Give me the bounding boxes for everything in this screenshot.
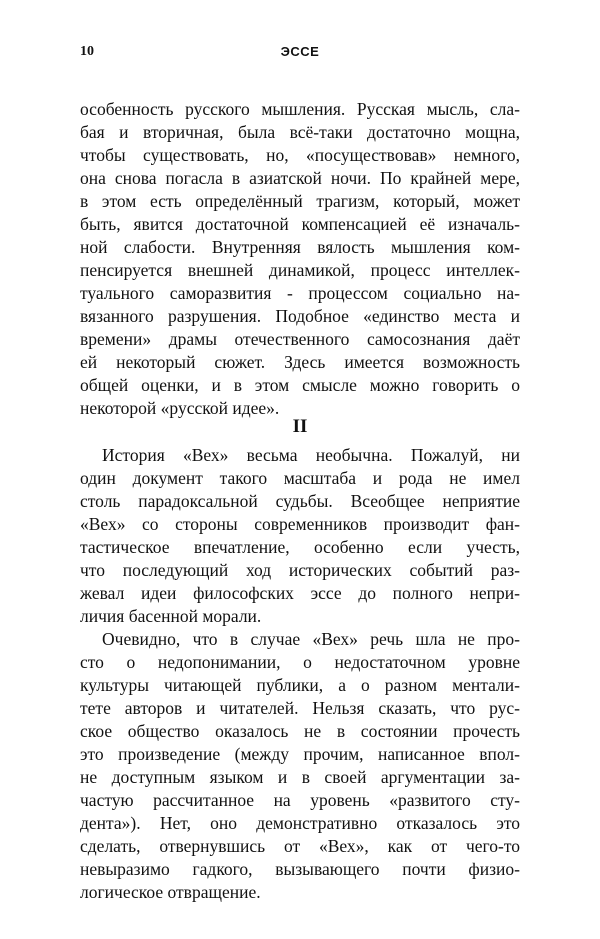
text-line: сделать, отвернувшись от «Вех», как от чего-то: [80, 836, 520, 856]
paragraph-3: [80, 628, 520, 904]
text-line: Очевидно, что в случае «Вех» речь шла не про-: [102, 629, 520, 649]
text-line: чтобы существовать, но, «посуществовав» немного,: [80, 145, 520, 165]
text-line: сто о недопонимании, о недостаточном уровне: [80, 652, 520, 672]
running-title: ЭССЕ: [280, 44, 320, 59]
text-line: один документ такого масштаба и рода не имел: [80, 468, 520, 488]
text-line: ей некоторый сюжет. Здесь имеется возможность: [80, 352, 520, 372]
text-line: «Вех» со стороны современников производит фан-: [80, 514, 520, 534]
text-line: она снова погасла в азиатской ночи. По крайней мере,: [80, 168, 520, 188]
text-line: вязанного разрушения. Подобное «единство места и: [80, 306, 520, 326]
page-header: [80, 44, 520, 64]
text-line: не доступным языком и в своей аргументации за-: [80, 767, 520, 787]
text-line: что последующий ход исторических событий раз-: [80, 560, 520, 580]
text-line: невыразимо гадкого, вызывающего почти физио-: [80, 859, 520, 879]
page-number: 10: [80, 44, 94, 59]
text-line: это произведение (между прочим, написанное впол-: [80, 744, 520, 764]
text-line: культуры читающей публики, а о разном ментали-: [80, 675, 520, 695]
section-heading: II: [292, 416, 308, 437]
paragraph-1: [80, 98, 520, 420]
text-line: столь парадоксальной судьбы. Всеобщее неприятие: [80, 491, 520, 511]
text-line: История «Вех» весьма необычна. Пожалуй, ни: [102, 445, 520, 465]
text-line: бая и вторичная, была всё-таки достаточно мощна,: [80, 122, 520, 142]
text-line: общей оценки, и в этом смысле можно говорить о: [80, 375, 520, 395]
text-line: быть, явится достаточной компенсацией её изначаль-: [80, 214, 520, 234]
text-line: времени» драмы отечественного самосознания даёт: [80, 329, 520, 349]
text-line: некоторой «русской идее».: [80, 398, 280, 418]
text-line: тете авторов и читателей. Нельзя сказать, что рус-: [80, 698, 520, 718]
text-line: дента»). Нет, оно демонстративно отказалось это: [80, 813, 520, 833]
text-line: жевал идеи философских эссе до полного непри-: [80, 583, 520, 603]
text-line: ское общество оказалось не в состоянии прочесть: [80, 721, 520, 741]
text-line: пенсируется внешней динамикой, процесс интеллек-: [80, 260, 520, 280]
text-line: в этом есть определённый трагизм, который, может: [80, 191, 520, 211]
paragraph-2: [80, 444, 520, 628]
text-line: тастическое впечатление, особенно если учесть,: [80, 537, 520, 557]
text-line: логическое отвращение.: [80, 882, 261, 902]
text-line: особенность русского мышления. Русская мысль, сла-: [80, 99, 520, 119]
section-body: [80, 444, 520, 904]
text-line: частую рассчитанное на уровень «развитого сту-: [80, 790, 520, 810]
text-line: личия басенной морали.: [80, 606, 262, 626]
text-line: ной слабости. Внутренняя вялость мышления ком-: [80, 237, 520, 257]
text-line: туального саморазвития - процессом социально на-: [80, 283, 520, 303]
